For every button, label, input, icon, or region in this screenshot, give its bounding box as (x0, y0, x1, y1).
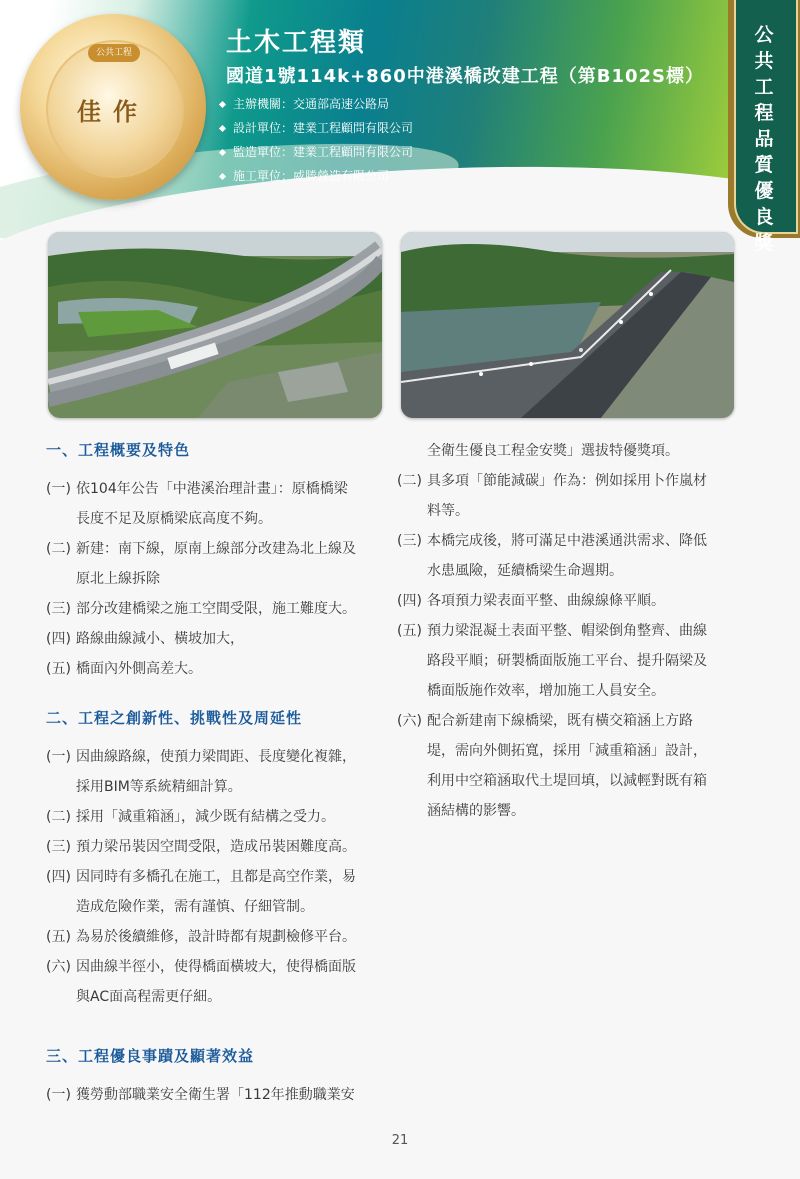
project-title: 國道1號114k+860中港溪橋改建工程（第B102S標） (226, 66, 704, 87)
item-line: 路線曲線減小、橫坡加大， (76, 631, 244, 647)
item-line: 橋面版施作效率，增加施工人員安全。 (427, 683, 665, 699)
item-line: 具多項「節能減碳」作為：例如採用卜作嵐材 (427, 473, 707, 489)
category-title: 土木工程類 (226, 28, 367, 58)
item-text (427, 616, 747, 706)
item-line: 橋面內外側高差大。 (76, 661, 202, 677)
info-item-contractor (218, 164, 413, 188)
item-line: 路段平順；研製橋面版施工平台、提升隔梁及 (427, 653, 707, 669)
item-marker: (六) (46, 959, 71, 975)
item-text (427, 706, 747, 826)
list-item (46, 594, 391, 624)
info-item-organizer (218, 92, 413, 116)
section-heading-overview: 一、工程概要及特色 (46, 441, 191, 459)
side-tab (728, 0, 800, 254)
list-item (46, 654, 391, 684)
item-line: 獲勞動部職業安全衛生署「112年推動職業安 (76, 1087, 355, 1103)
item-marker: (二) (46, 541, 71, 557)
side-tab-label: 公共工程品質優良獎 (754, 24, 774, 254)
list-item (46, 832, 391, 862)
item-line: 水患風險，延續橋梁生命週期。 (427, 563, 623, 579)
list-item (46, 474, 391, 534)
item-line: 利用中空箱涵取代土堤回填，以減輕對既有箱 (427, 773, 707, 789)
section-heading-innovation: 二、工程之創新性、挑戰性及周延性 (46, 709, 303, 727)
item-text (76, 742, 391, 802)
medal-award-label: 佳作 (77, 97, 149, 126)
item-text (76, 922, 391, 952)
info-item-supervisor (218, 140, 413, 164)
item-text (427, 586, 747, 616)
item-text (76, 952, 391, 1012)
item-line: 料等。 (427, 503, 469, 519)
item-marker: (二) (397, 473, 422, 489)
item-marker: (四) (46, 631, 71, 647)
item-marker: (一) (46, 481, 71, 497)
item-text (76, 474, 391, 534)
section-heading-achievements: 三、工程優良事蹟及顯著效益 (46, 1047, 255, 1065)
item-text (76, 802, 391, 832)
list-item (46, 1080, 391, 1110)
list-item (46, 742, 391, 802)
item-marker: (五) (46, 929, 71, 945)
item-line: 涵結構的影響。 (427, 803, 525, 819)
item-line: 新建：南下線，原南上線部分改建為北上線及 (76, 541, 356, 557)
list-item (397, 466, 747, 526)
item-line: 預力梁吊裝因空間受限，造成吊裝困難度高。 (76, 839, 356, 855)
item-line: 本橋完成後，將可滿足中港溪通洪需求、降低 (427, 533, 707, 549)
item-line: 採用BIM等系統精細計算。 (76, 779, 242, 795)
diamond-bullet-icon (219, 172, 226, 179)
list-item-continued (397, 436, 747, 466)
item-marker: (三) (46, 601, 71, 617)
list-item (46, 802, 391, 832)
award-medal (20, 14, 206, 200)
item-text (76, 654, 391, 684)
item-line: 因曲線路線，使預力梁間距、長度變化複雜， (76, 749, 356, 765)
list-item (397, 586, 747, 616)
item-marker: (四) (46, 869, 71, 885)
item-line: 堤，需向外側拓寬，採用「減重箱涵」設計， (427, 743, 707, 759)
list-item (397, 526, 747, 586)
item-line: 造成危險作業，需有謹慎、仔細管制。 (76, 899, 314, 915)
item-line: 因同時有多橋孔在施工，且都是高空作業，易 (76, 869, 356, 885)
list-item (397, 616, 747, 706)
item-line: 原北上線拆除 (76, 571, 160, 587)
info-text: 主辦機關：交通部高速公路局 (233, 97, 390, 111)
item-text (76, 534, 391, 594)
list-item (46, 862, 391, 922)
item-marker: (一) (46, 1087, 71, 1103)
item-line: 各項預力梁表面平整、曲線線條平順。 (427, 593, 665, 609)
item-marker: (六) (397, 713, 422, 729)
medal-badge: 公共工程 (88, 44, 140, 62)
info-text: 設計單位：建業工程顧問有限公司 (233, 121, 414, 135)
item-text (76, 624, 391, 654)
list-item (46, 534, 391, 594)
item-text (427, 466, 747, 526)
diamond-bullet-icon (219, 148, 226, 155)
item-marker: (三) (397, 533, 422, 549)
list-item (46, 952, 391, 1012)
page-number: 21 (391, 1133, 409, 1148)
item-line: 長度不足及原橋梁底高度不夠。 (76, 511, 272, 527)
item-text (76, 862, 391, 922)
item-line: 配合新建南下線橋梁，既有橫交箱涵上方路 (427, 713, 693, 729)
item-line: 依104年公告「中港溪治理計畫」：原橋橋梁 (76, 481, 348, 497)
item-marker: (三) (46, 839, 71, 855)
item-line: 預力梁混凝土表面平整、帽梁倒角整齊、曲線 (427, 623, 707, 639)
item-text (427, 526, 747, 586)
highway-bridge-photo (401, 232, 734, 418)
info-item-designer (218, 116, 413, 140)
item-line: 全衛生優良工程金安獎」選拔特優獎項。 (427, 443, 679, 459)
item-text (76, 832, 391, 862)
item-text (427, 436, 747, 466)
item-marker: (一) (46, 749, 71, 765)
item-marker: (四) (397, 593, 422, 609)
list-item (397, 706, 747, 826)
item-text (76, 594, 391, 624)
right-column (397, 436, 747, 826)
bridge-aerial-photo (48, 232, 382, 418)
item-line: 與AC面高程需更仔細。 (76, 989, 222, 1005)
list-item (46, 624, 391, 654)
item-line: 為易於後續維修，設計時都有規劃檢修平台。 (76, 929, 356, 945)
diamond-bullet-icon (219, 100, 226, 107)
item-marker: (五) (46, 661, 71, 677)
item-line: 因曲線半徑小，使得橋面橫坡大，使得橋面版 (76, 959, 356, 975)
item-line: 部分改建橋梁之施工空間受限，施工難度大。 (76, 601, 356, 617)
item-marker: (五) (397, 623, 422, 639)
info-text: 施工單位：威勝營造有限公司 (233, 169, 390, 183)
left-column (46, 436, 391, 1110)
project-info-list (218, 92, 413, 188)
info-text: 監造單位：建業工程顧問有限公司 (233, 145, 414, 159)
list-item (46, 922, 391, 952)
diamond-bullet-icon (219, 124, 226, 131)
item-line: 採用「減重箱涵」，減少既有結構之受力。 (76, 809, 335, 825)
item-text (76, 1080, 391, 1110)
item-marker: (二) (46, 809, 71, 825)
